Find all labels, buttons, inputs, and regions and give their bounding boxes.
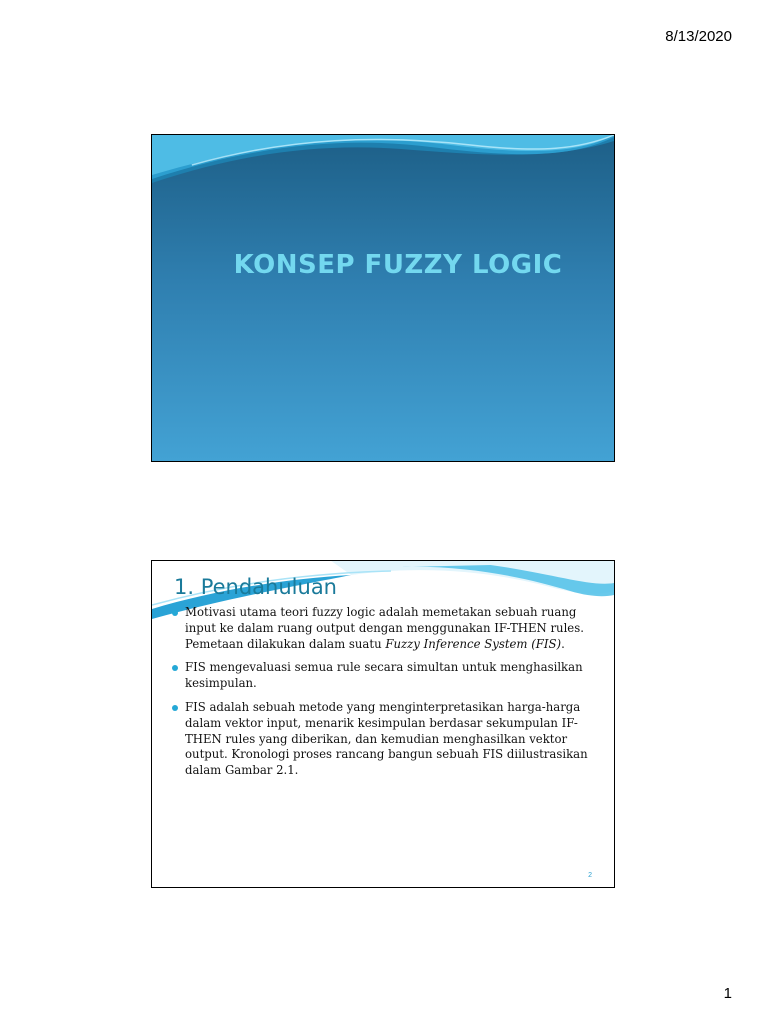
list-item: Motivasi utama teori fuzzy logic adalah memetakan sebuah ruang input ke dalam ruang output dengan menggunakan IF-THEN rules. Pemetaan dilakukan dalam suatu Fuzzy Inference System (FIS). xyxy=(172,605,592,652)
slide-title xyxy=(151,134,615,462)
bullet-icon xyxy=(172,665,178,671)
print-date: 8/13/2020 xyxy=(665,28,732,45)
slide-heading: 1. Pendahuluan xyxy=(174,575,337,599)
bullet-list xyxy=(172,605,592,787)
list-item: FIS adalah sebuah metode yang menginterpretasikan harga-harga dalam vektor input, menarik kesimpulan berdasar sekumpulan IF-THEN rules yang diberikan, dan kemudian menghasilkan vektor output. Kronologi proses rancang bangun sebuah FIS diilustrasikan dalam Gambar 2.1. xyxy=(172,700,592,779)
list-item: FIS mengevaluasi semua rule secara simultan untuk menghasilkan kesimpulan. xyxy=(172,660,592,692)
slide-number: 2 xyxy=(588,872,592,879)
slide-content xyxy=(151,560,615,888)
page-number: 1 xyxy=(723,985,732,1002)
bullet-icon xyxy=(172,610,178,616)
wave-decoration xyxy=(152,135,614,195)
slide-title-text: KONSEP FUZZY LOGIC xyxy=(233,250,563,280)
bullet-icon xyxy=(172,705,178,711)
